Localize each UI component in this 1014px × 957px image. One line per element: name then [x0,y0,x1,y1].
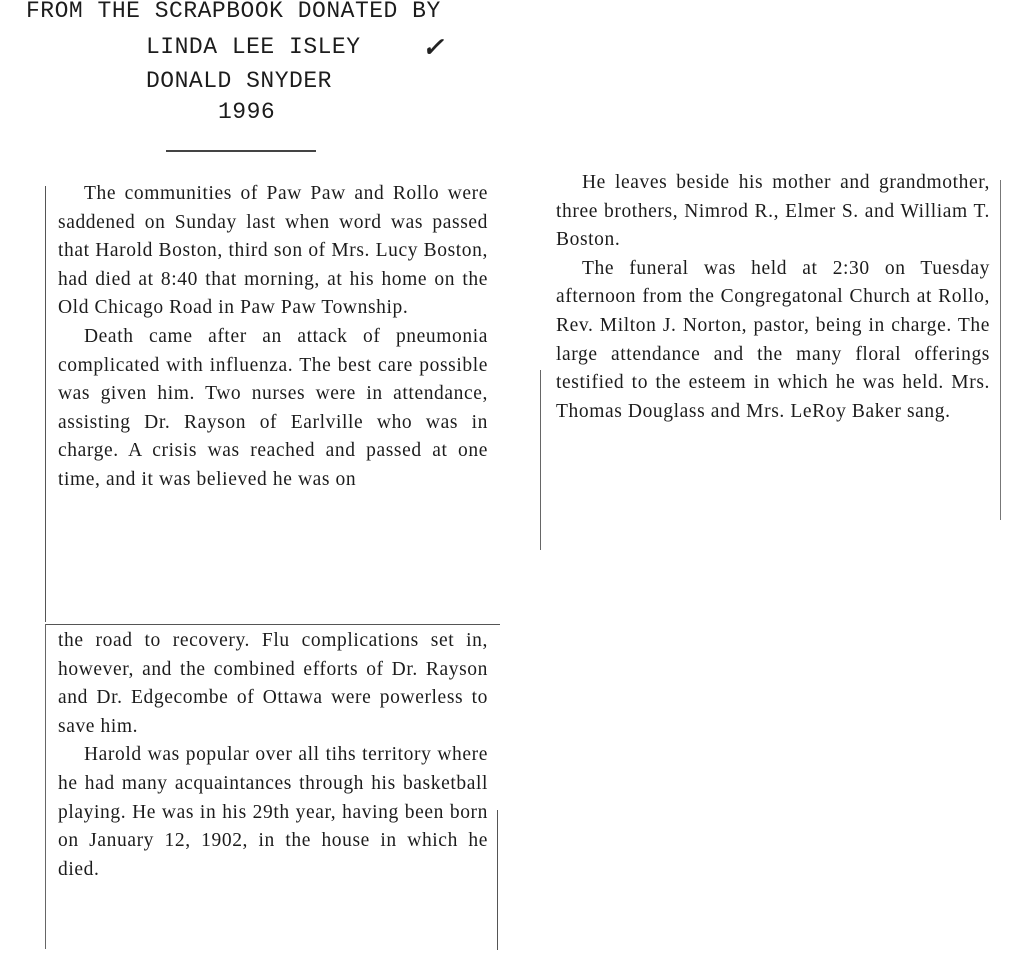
article-paragraph: Death came after an attack of pneumonia complicated with influenza. The best care possible was given him. Two nurses were in attendance, assisting Dr. Rayson of Earlville who was in charge. A crisis was reached and passed at one time, and it was believed he was on [58,325,488,490]
article-paragraph: The funeral was held at 2:30 on Tuesday afternoon from the Congregatonal Church at Rollo, Rev. Milton J. Norton, pastor, being in charge. The large attendance and the many floral offerings testified to the esteem in which he was held. Mrs. Thomas Douglass and Mrs. LeRoy Baker sang. [556,257,990,422]
header-line-donor-2: DONALD SNYDER [146,68,332,94]
article-column-2 [58,627,488,884]
article-paragraph: the road to recovery. Flu complications set in, however, and the combined efforts of Dr. Rayson and Dr. Edgecombe of Ottawa were powerless to save him. [58,630,488,737]
article-paragraph: The communities of Paw Paw and Rollo were saddened on Sunday last when word was passed that Harold Boston, third son of Mrs. Lucy Boston, had died at 8:40 that morning, at his home on the Old Chicago Road in Paw Paw Township. [58,183,488,319]
header-line-year: 1996 [218,99,276,125]
clipping-edge [45,624,46,949]
article-paragraph: Harold was popular over all tihs territory where he had many acquaintances through his basketball playing. He was in his 29th year, having been born on January 12, 1902, in the house in which he died. [58,744,488,880]
clipping-edge [45,186,46,622]
header-line-donated-by: FROM THE SCRAPBOOK DONATED BY [26,0,441,24]
header-divider-rule [166,150,316,152]
clipping-edge [497,810,498,950]
article-column-3 [556,169,990,426]
header-line-donor-1: LINDA LEE ISLEY [146,34,361,60]
clipping-edge [1000,180,1001,520]
clipping-edge [45,624,500,625]
handwritten-check-mark: ✓ [422,33,445,63]
article-column-1 [58,180,488,495]
article-paragraph: He leaves beside his mother and grandmother, three brothers, Nimrod R., Elmer S. and William T. Boston. [556,172,990,251]
clipping-edge [540,370,541,550]
